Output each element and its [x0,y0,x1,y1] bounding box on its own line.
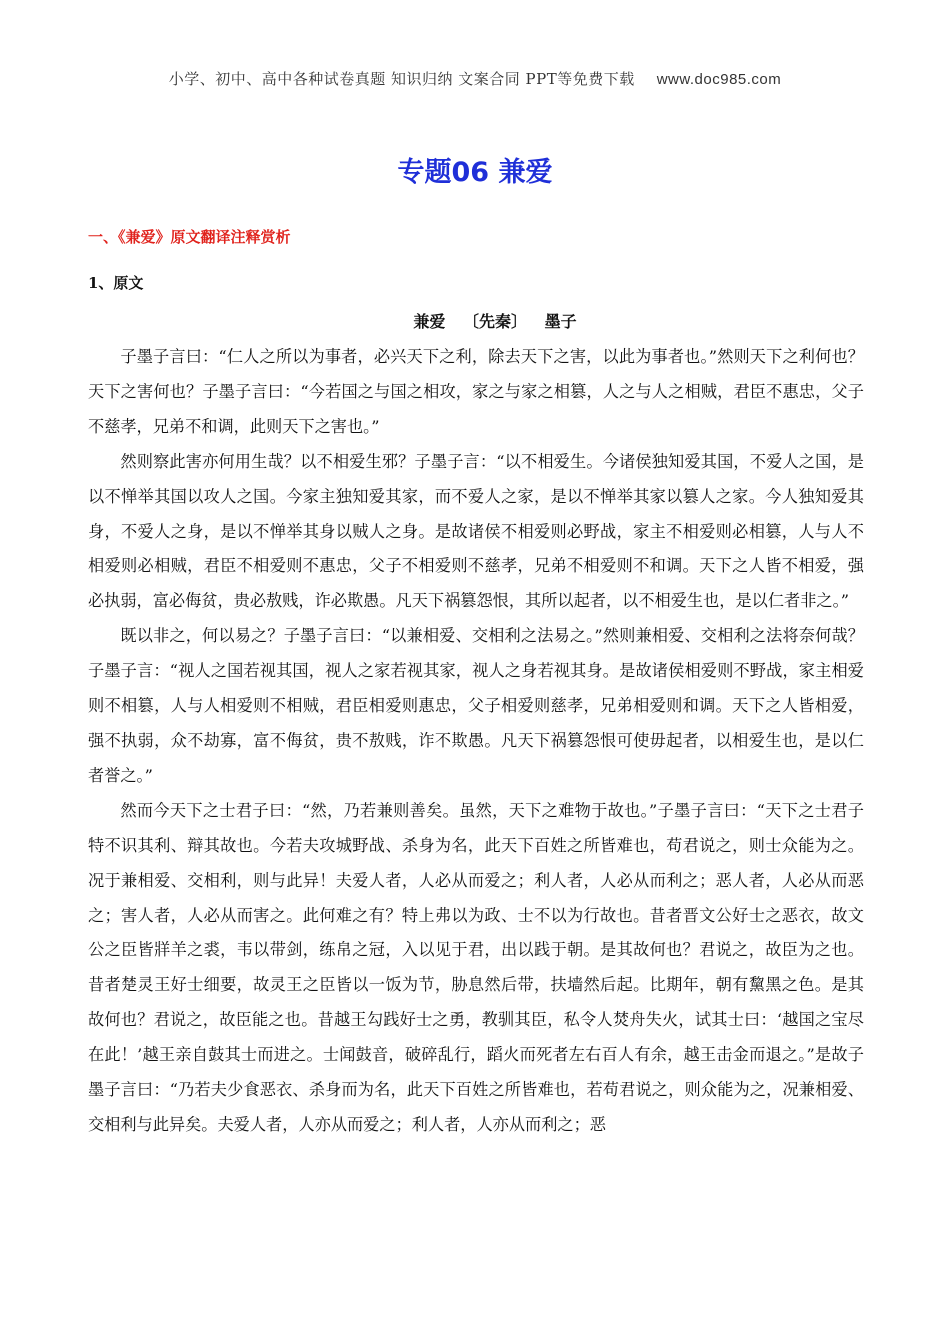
header-site-link[interactable]: www.doc985.com [656,71,782,88]
section-heading: 一、《兼爱》原文翻译注释赏析 [88,228,291,246]
paragraph-3: 既以非之，何以易之？子墨子言曰：“以兼相爱、交相利之法易之。”然则兼相爱、交相利之法将奈何哉？子墨子言：“视人之国若视其国，视人之家若视其家，视人之身若视其身。是故诸侯相爱则不野战，家主相爱则不相篡，人与人相爱则不相贼，君臣相爱则惠忠，父子相爱则慈孝，兄弟相爱则和调。天下之人皆相爱，强不执弱，众不劫寡，富不侮贫，贵不敖贱，诈不欺愚。凡天下祸篡怨恨可使毋起者，以相爱生也，是以仁者誉之。” [88,626,864,785]
paragraph-1: 子墨子言曰：“仁人之所以为事者，必兴天下之利，除去天下之害，以此为事者也。”然则天下之利何也？天下之害何也？子墨子言曰：“今若国之与国之相攻，家之与家之相篡，人之与人之相贼，君臣不惠忠，父子不慈孝，兄弟不和调，此则天下之害也。” [88,347,864,436]
poem-title: 兼爱 [413,312,446,331]
poem-author: 墨子 [544,312,577,331]
paragraph-4: 然而今天下之士君子曰：“然，乃若兼则善矣。虽然，天下之难物于故也。”子墨子言曰：“天下之士君子特不识其利、辩其故也。今若夫攻城野战、杀身为名，此天下百姓之所皆难也，苟君说之，则士众能为之。况于兼相爱、交相利，则与此异！夫爱人者，人必从而爱之；利人者，人必从而利之；恶人者，人必从而恶之；害人者，人必从而害之。此何难之有？特上弗以为政、士不以为行故也。昔者晋文公好士之恶衣，故文公之臣皆牂羊之裘，韦以带剑，练帛之冠，入以见于君，出以践于朝。是其故何也？君说之，故臣为之也。昔者楚灵王好士细要，故灵王之臣皆以一饭为节，胁息然后带，扶墙然后起。比期年，朝有黧黑之色。是其故何也？君说之，故臣能之也。昔越王勾践好士之勇，教驯其臣，私令人焚舟失火，试其士曰：‘越国之宝尽在此！’越王亲自鼓其士而进之。士闻鼓音，破碎乱行，蹈火而死者左右百人有余，越王击金而退之。”是故子墨子言曰：“乃若夫少食恶衣、杀身而为名，此天下百姓之所皆难也，若苟君说之，则众能为之，况兼相爱、交相利与此异矣。夫爱人者，人亦从而爱之；利人者，人亦从而利之；恶 [88,800,864,1134]
header-text: 小学、初中、高中各种试卷真题 知识归纳 文案合同 PPT等免费下载 [168,70,635,88]
poem-title-line [0,309,950,332]
document-title: 专题06 兼爱 [397,157,553,188]
paragraph-2: 然则察此害亦何用生哉？以不相爱生邪？子墨子言：“以不相爱生。今诸侯独知爱其国，不爱人之国，是以不惮举其国以攻人之国。今家主独知爱其家，而不爱人之家，是以不惮举其家以篡人之家。今人独知爱其身，不爱人之身，是以不惮举其身以贼人之身。是故诸侯不相爱则必野战，家主不相爱则必相篡，人与人不相爱则必相贼，君臣不相爱则不惠忠，父子不相爱则不慈孝，兄弟不相爱则不和调。天下之人皆不相爱，强必执弱，富必侮贫，贵必敖贱，诈必欺愚。凡天下祸篡怨恨，其所以起者，以不相爱生也，是以仁者非之。” [88,451,864,611]
poem-dynasty: 〔先秦〕 [462,312,527,331]
page-header [0,68,950,89]
body-text [88,340,864,1143]
sub-heading: 1、原文 [88,274,144,292]
